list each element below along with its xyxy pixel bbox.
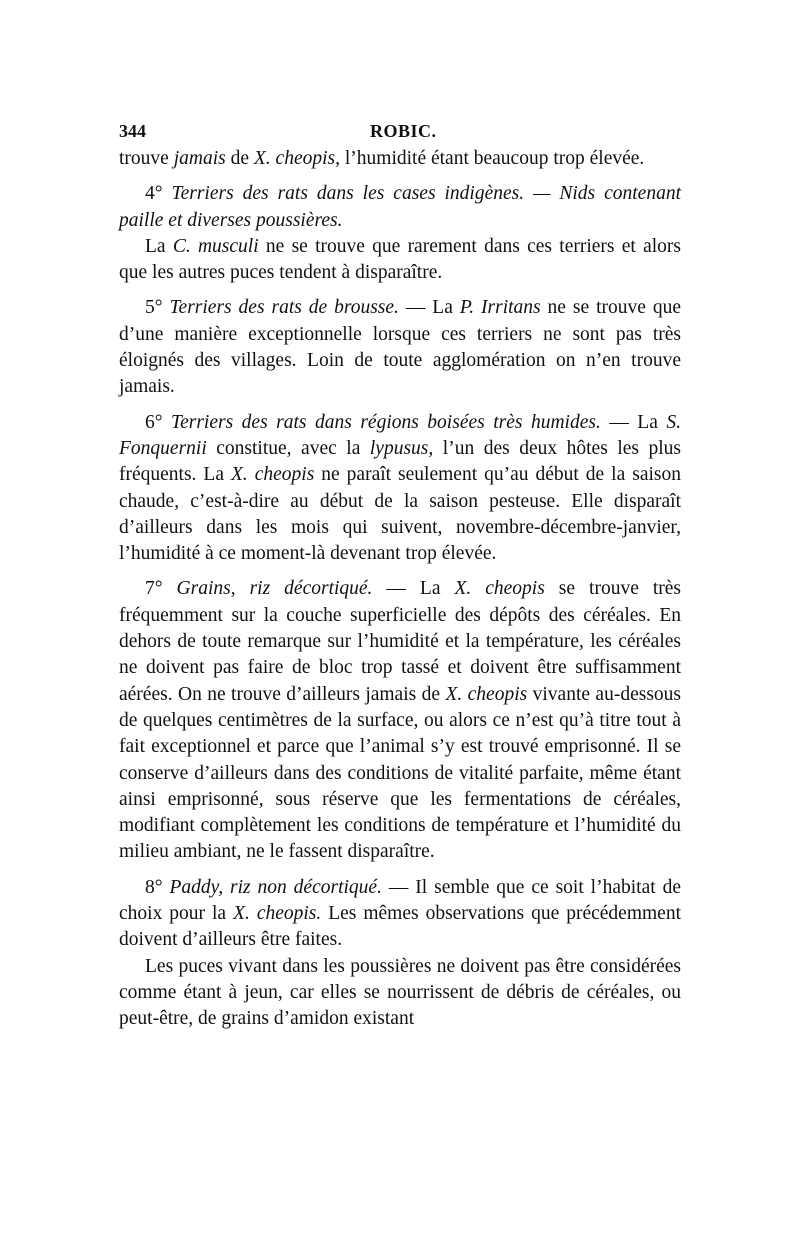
text-run: l’humidité étant beaucoup trop élevée.: [339, 148, 645, 169]
text-run: 8°: [145, 876, 170, 898]
text-run: l’un des deux hôtes les plus fréquents. La: [119, 437, 681, 486]
italic-text: Paddy, riz non décortiqué.: [169, 876, 382, 898]
italic-text: X. cheopis.: [233, 903, 322, 925]
text-run: — La: [372, 578, 455, 600]
text-run: constitue, avec la: [206, 437, 370, 459]
paragraph-p1: [119, 181, 681, 234]
italic-text: C. musculi: [172, 235, 259, 257]
text-run: ne se trouve que d’une manière exceptionnelle lorsque ces terriers ne sont pas très éloignés des villages. Loin de toute agglomération on n’en trouve jamais.: [119, 297, 681, 398]
italic-text: Terriers des rats dans les cases indigènes. — Nids contenant paille et diverses poussières.: [119, 183, 681, 231]
italic-text: X. cheopis: [445, 683, 528, 705]
text-run: se trouve très fréquemment sur la couche superficielle des dépôts des céréales. En dehors de toute remarque sur l’humidité et la température, les céréales ne doivent pas faire de bloc trop tassé et doivent être suffisamment aérées. On ne trouve d’ailleurs jamais de: [119, 578, 681, 705]
page-body: [119, 112, 681, 1033]
text-run: de: [225, 148, 254, 169]
text-run: Les mêmes observations que précédemment doivent d’ailleurs être faites.: [119, 903, 682, 951]
text-run: 4°: [145, 183, 172, 205]
text-run: trouve: [119, 148, 174, 169]
paragraph-p2: [119, 234, 681, 287]
text-run: — Il semble que ce soit l’habitat de choix pour la: [119, 876, 681, 925]
page-number: 344: [119, 121, 146, 141]
paragraph-p5: [119, 576, 681, 865]
paragraph-p4: [119, 410, 681, 568]
italic-text: Terriers des rats de brousse.: [169, 297, 399, 319]
text-run: — La: [600, 411, 667, 433]
text-run: 7°: [145, 578, 177, 600]
running-head: ROBIC.: [370, 121, 437, 141]
text-run: — La: [398, 297, 460, 319]
paragraph-p6: [119, 875, 681, 954]
text-run: ne se trouve que rarement dans ces terriers et alors que les autres puces tendent à disparaître.: [119, 235, 681, 284]
text-run: La: [145, 235, 173, 257]
text-run: vivante au-dessous de quelques centimètres de la surface, ou alors ce n’est qu’à titre tout à fait exceptionnel et parce que l’animal s’y est trouvé emprisonné. Il se conserve d’ailleurs dans des conditions de vitalité parfaite, même étant ainsi emprisonné, sous réserve que les fermentations de céréales, modifiant complètement les conditions de température et l’humidité du milieu ambiant, ne le fassent disparaître.: [119, 683, 682, 863]
page-header: [119, 112, 681, 146]
italic-text: lypusus,: [369, 437, 434, 459]
italic-text: S. Fonquernii: [119, 411, 681, 459]
paragraph-p3: [119, 295, 681, 400]
text-run: Les puces vivant dans les poussières ne doivent pas être considérées comme étant à jeun, car elles se nourrissent de débris de céréales, ou peut-être, de grains d’amidon existant: [119, 955, 681, 1030]
italic-text: X. cheopis,: [253, 148, 340, 169]
italic-text: X. cheopis: [230, 464, 315, 486]
paragraph-p0: [119, 146, 681, 172]
text-run: 6°: [145, 411, 172, 433]
italic-text: Grains, riz décortiqué.: [176, 578, 373, 600]
paragraph-p7: [119, 954, 681, 1033]
text-run: 5°: [145, 297, 170, 319]
italic-text: P. Irritans: [459, 297, 541, 319]
italic-text: jamais: [173, 148, 226, 169]
text-run: ne paraît seulement qu’au début de la saison chaude, c’est-à-dire au début de la saison pesteuse. Elle disparaît d’ailleurs dans les mois qui suivent, novembre-décembre-janvier, l’humidité à ce moment-là devenant trop élevée.: [119, 464, 681, 565]
italic-text: X. cheopis: [454, 578, 545, 600]
italic-text: Terriers des rats dans régions boisées très humides.: [171, 411, 601, 433]
text-body: [119, 146, 681, 1033]
